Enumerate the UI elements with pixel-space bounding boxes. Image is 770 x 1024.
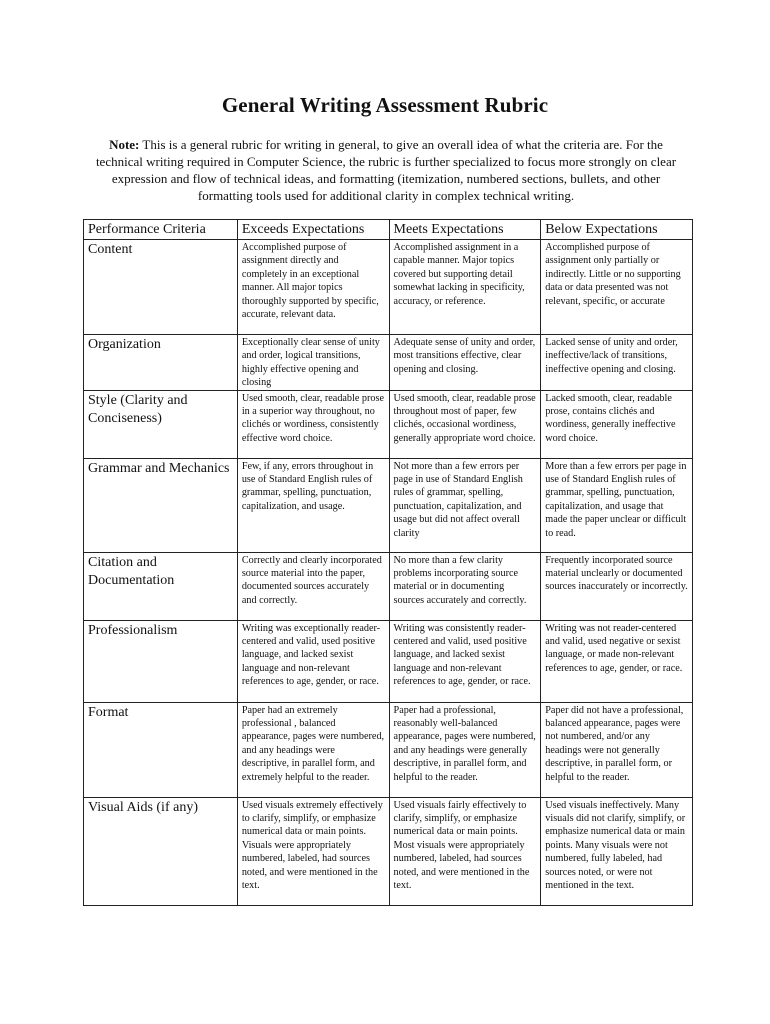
- table-row: [84, 797, 693, 905]
- meets-cell: Writing was consistently reader-centered and valid, used positive language, and lacked sexist language and non-relevant references to age, gender, or race.: [389, 620, 541, 702]
- criterion-cell: Format: [84, 702, 238, 797]
- below-cell: Paper did not have a professional, balanced appearance, pages were not numbered, and/or any headings were not generally descriptive, in parallel form, or helpful to the reader.: [541, 702, 693, 797]
- exceeds-cell: Accomplished purpose of assignment directly and completely in an exceptional manner. All major topics thoroughly supported by specific, accurate, relevant data.: [237, 240, 389, 335]
- table-row: [84, 335, 693, 391]
- note-label: Note:: [109, 137, 140, 152]
- rubric-table: [83, 219, 693, 906]
- meets-cell: Not more than a few errors per page in use of Standard English rules of grammar, spelling, punctuation, capitalization, and usage but did not affect overall clarity: [389, 458, 541, 552]
- table-row: [84, 458, 693, 552]
- exceeds-cell: Used smooth, clear, readable prose in a superior way throughout, no clichés or wordiness, consistently effective word choice.: [237, 390, 389, 458]
- header-meets-expectations: Meets Expectations: [389, 220, 541, 240]
- header-exceeds-expectations: Exceeds Expectations: [237, 220, 389, 240]
- intro-note: [86, 136, 686, 204]
- exceeds-cell: Writing was exceptionally reader- centered and valid, used positive language, and lacked sexist language and non-relevant references to age, gender, or race.: [237, 620, 389, 702]
- table-row: [84, 390, 693, 458]
- criterion-cell: Style (Clarity and Conciseness): [84, 390, 238, 458]
- below-cell: Lacked smooth, clear, readable prose, contains clichés and wordiness, generally ineffective word choice.: [541, 390, 693, 458]
- meets-cell: No more than a few clarity problems incorporating source material or in documenting sources accurately and correctly.: [389, 552, 541, 620]
- table-row: [84, 240, 693, 335]
- criterion-cell: Content: [84, 240, 238, 335]
- criterion-cell: Organization: [84, 335, 238, 391]
- below-cell: Writing was not reader-centered and valid, used negative or sexist language, or made non-relevant references to age, gender, or race.: [541, 620, 693, 702]
- header-below-expectations: Below Expectations: [541, 220, 693, 240]
- table-row: [84, 620, 693, 702]
- exceeds-cell: Paper had an extremely professional , balanced appearance, pages were numbered, and any headings were descriptive, in parallel form, and extremely helpful to the reader.: [237, 702, 389, 797]
- meets-cell: Used visuals fairly effectively to clarify, simplify, or emphasize numerical data or main points. Most visuals were appropriately numbered, labeled, had sources noted, and were mentioned in the text.: [389, 797, 541, 905]
- note-text: This is a general rubric for writing in general, to give an overall idea of what the criteria are. For the technical writing required in Computer Science, the rubric is further specialized to focus more strongly on clear expression and flow of technical ideas, and formatting (itemization, numbered sections, bullets, and other formatting tools used for additional clarity in complex technical writing.: [95, 137, 677, 203]
- below-cell: More than a few errors per page in use of Standard English rules of grammar, spelling, punctuation, capitalization, and usage that made the paper unclear or difficult to read.: [541, 458, 693, 552]
- exceeds-cell: Few, if any, errors throughout in use of Standard English rules of grammar, spelling, punctuation, capitalization, and usage.: [237, 458, 389, 552]
- header-row: [84, 220, 693, 240]
- criterion-cell: Visual Aids (if any): [84, 797, 238, 905]
- meets-cell: Adequate sense of unity and order, most transitions effective, clear opening and closing.: [389, 335, 541, 391]
- criterion-cell: Citation and Documentation: [84, 552, 238, 620]
- below-cell: Lacked sense of unity and order, ineffective/lack of transitions, ineffective opening and closing.: [541, 335, 693, 391]
- below-cell: Used visuals ineffectively. Many visuals did not clarify, simplify, or emphasize numerical data or main points. Many visuals were not numbered, fully labeled, had sources noted, or were not mentioned in the text.: [541, 797, 693, 905]
- below-cell: Frequently incorporated source material unclearly or documented sources inaccurately or incorrectly.: [541, 552, 693, 620]
- meets-cell: Paper had a professional, reasonably well-balanced appearance, pages were numbered, and any headings were generally descriptive, in parallel form, and helpful to the reader.: [389, 702, 541, 797]
- criterion-cell: Grammar and Mechanics: [84, 458, 238, 552]
- exceeds-cell: Used visuals extremely effectively to clarify, simplify, or emphasize numerical data or main points. Visuals were appropriately numbered, labeled, had sources noted, and were mentioned in the text.: [237, 797, 389, 905]
- meets-cell: Used smooth, clear, readable prose throughout most of paper, few clichés, occasional wordiness, generally appropriate word choice.: [389, 390, 541, 458]
- below-cell: Accomplished purpose of assignment only partially or indirectly. Little or no supporting data or data presented was not relevant, specific, or accurate: [541, 240, 693, 335]
- table-row: [84, 702, 693, 797]
- meets-cell: Accomplished assignment in a capable manner. Major topics covered but supporting detail somewhat lacking in specificity, accuracy, or reference.: [389, 240, 541, 335]
- exceeds-cell: Exceptionally clear sense of unity and order, logical transitions, highly effective opening and closing: [237, 335, 389, 391]
- table-row: [84, 552, 693, 620]
- criterion-cell: Professionalism: [84, 620, 238, 702]
- exceeds-cell: Correctly and clearly incorporated source material into the paper, documented sources accurately and correctly.: [237, 552, 389, 620]
- page-title: General Writing Assessment Rubric: [221, 93, 549, 117]
- header-performance-criteria: Performance Criteria: [84, 220, 238, 240]
